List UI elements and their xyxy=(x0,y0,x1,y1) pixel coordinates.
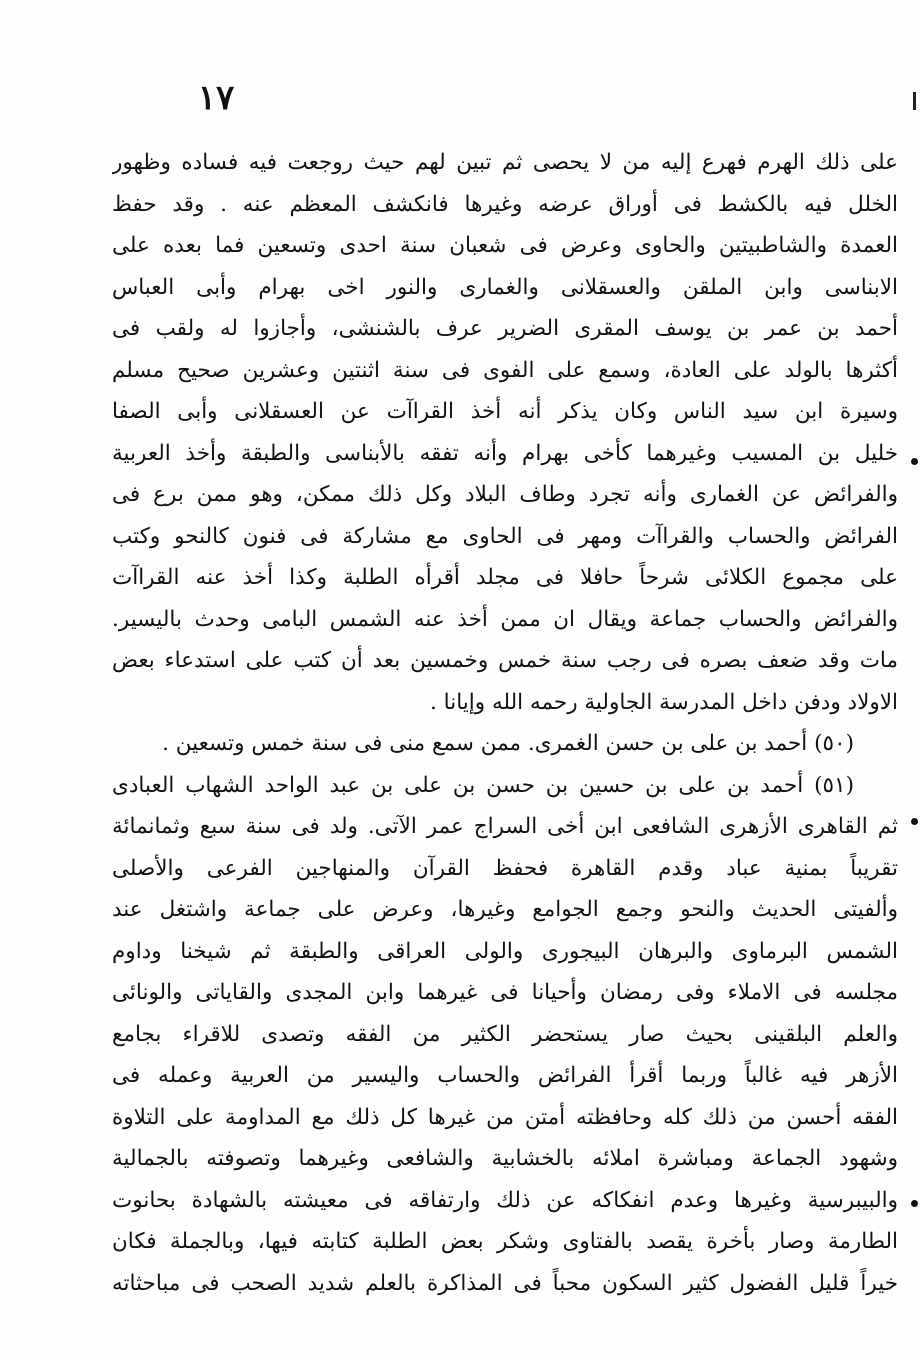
text-line: والفرائض عن الغمارى وأنه تجرد وطاف البلاد وكل ذلك ممكن، وهو ممن برع فى xyxy=(112,482,898,507)
text-line: على ذلك الهرم فهرع إليه من لا يحصى ثم تبين لهم حيث روجعت فيه فساده وظهور xyxy=(112,150,898,175)
text-line: الاولاد ودفن داخل المدرسة الجاولية رحمه الله وإيانا . xyxy=(430,689,898,715)
text-line: الشمس البرماوى والبرهان البيجورى والولى العراقى والطبقة ثم شيخنا وداوم xyxy=(112,938,898,964)
text-line: والعلم البلقينى بحيث صار يستحضر الكثير من الفقه وتصدى للاقراء بجامع xyxy=(112,1021,898,1047)
margin-dot xyxy=(911,818,918,825)
margin-dot xyxy=(911,1200,918,1207)
text-line: أحمد بن عمر بن يوسف المقرى الضرير عرف بالشنشى، وأجازوا له ولقب فى xyxy=(112,316,898,341)
text-line: الطارمة وصار بأخرة يقصد بالفتاوى وشكر بعض الطلبة كتابته فيها، وبالجملة فكان xyxy=(112,1229,898,1254)
text-line: مات وقد ضعف بصره فى رجب سنة خمس وخمسين بعد أن كتب على استدعاء بعض xyxy=(112,648,898,673)
text-line: خليل بن المسيب وغيرهما كأخى بهرام وأنه تفقه بالأبناسى والطبقة وأخذ العربية xyxy=(112,440,898,466)
text-line: تقريباً بمنية عباد وقدم القاهرة فحفظ القرآن والمنهاجين الفرعى والأصلى xyxy=(112,855,898,881)
text-line: وسيرة ابن سيد الناس وكان يذكر أنه أخذ القراآت عن العسقلانى وأبى الصفا xyxy=(112,399,898,424)
text-line: الفقه أحسن من ذلك كله وحافظته أمتن من غيرها كل ذلك مع المداومة على التلاوة xyxy=(112,1104,898,1130)
text-line: الأزهر فيه غالباً وربما أقرأ الفرائض والحساب واليسير من العربية وعمله فى xyxy=(112,1063,898,1088)
page-number: ١٧ xyxy=(197,78,235,118)
text-line: والبيبرسية وغيرها وعدم انفكاكه عن ذلك وارتفاقه فى معيشته بالشهادة بحانوت xyxy=(112,1187,898,1213)
entry-51-line: (٥١) أحمد بن على بن حسين بن حسن بن على بن عبد الواحد الشهاب العبادى xyxy=(112,772,854,798)
text-line: الفرائض والحساب والقراآت ومهر فى الحاوى مع مشاركة فى فنون كالنحو وكتب xyxy=(112,523,898,549)
text-line: الخلل فيه بالكشط فى أوراق عرضه وغيرها فانكشف المعظم عنه . وقد حفظ xyxy=(112,191,898,217)
text-line: والفرائض والحساب جماعة ويقال ان ممن أخذ عنه الشمس البامى وحدث باليسير. xyxy=(112,606,898,632)
text-line: وألفيتى الحديث والنحو وجمع الجوامع وغيرها، وعرض على جماعة واشتغل عند xyxy=(112,897,898,922)
text-line: الابناسى وابن الملقن والعسقلانى والغمارى والنور اخى بهرام وأبى العباس xyxy=(112,274,898,300)
text-line: خيراً قليل الفضول كثير السكون محباً فى المذاكرة بالعلم شديد الصحب فى مباحثاته xyxy=(112,1270,898,1296)
text-line: وشهود الجماعة ومباشرة املائه بالخشابية والشافعى وغيرهما وتصوفته بالجمالية xyxy=(112,1146,898,1171)
text-line: العمدة والشاطبيتين والحاوى وعرض فى شعبان سنة احدى وتسعين فما بعده على xyxy=(112,233,898,258)
text-line: ثم القاهرى الأزهرى الشافعى ابن أخى السراج عمر الآتى. ولد فى سنة سبع وثمانمائة xyxy=(112,814,898,839)
text-line: مجلسه فى الاملاء وفى رمضان وأحيانا فى غيرهما وابن المجدى والقاياتى والونائى xyxy=(112,980,898,1005)
text-line: على مجموع الكلائى شرحاً حافلا فى مجلد أقرأه الطلبة وكذا أخذ عنه القراآت xyxy=(112,565,898,590)
text-line: أكثرها بالولد على العادة، وسمع على الفوى فى سنة اثنتين وعشرين صحيح مسلم xyxy=(112,357,898,383)
entry-50-line: (٥٠) أحمد بن على بن حسن الغمرى. ممن سمع منى فى سنة خمس وتسعين . xyxy=(162,731,854,756)
margin-dot xyxy=(911,458,918,465)
page-edge-mark xyxy=(913,92,916,110)
body-text xyxy=(112,142,898,1304)
